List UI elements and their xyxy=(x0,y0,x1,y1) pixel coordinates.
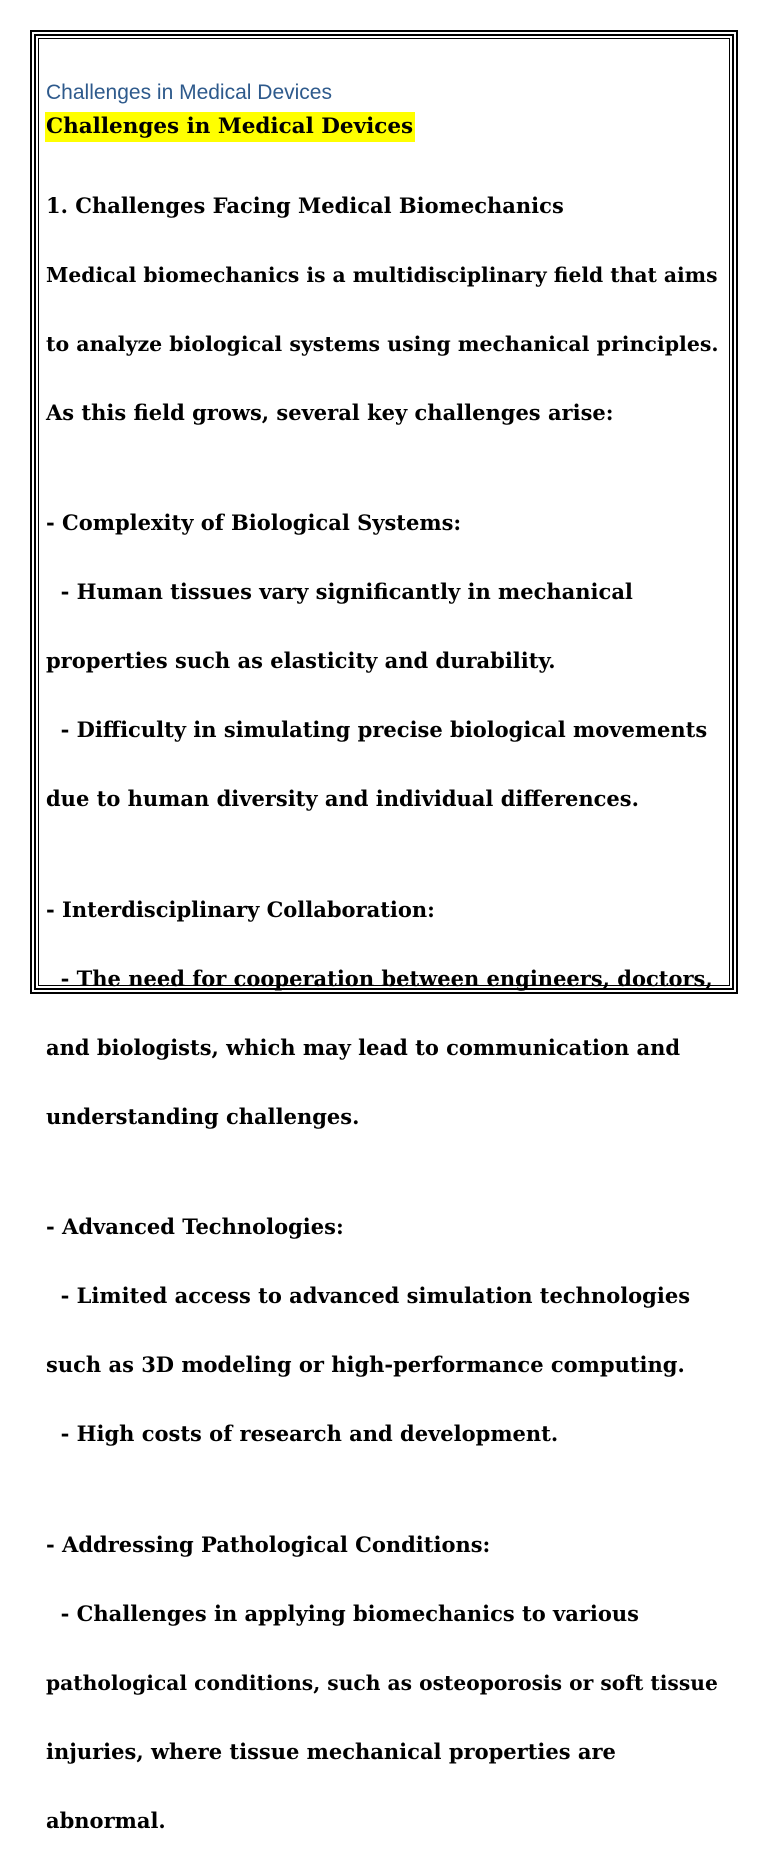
section-line: - Advanced Technologies: xyxy=(46,1214,344,1239)
section-complexity xyxy=(46,472,726,852)
intro-paragraph xyxy=(46,154,726,465)
section-line: - Interdisciplinary Collaboration: xyxy=(46,896,435,922)
document-body xyxy=(46,78,726,1873)
intro-line: Medical biomechanics is a multidisciplinary field that aims xyxy=(46,262,718,287)
section-collaboration xyxy=(46,858,726,1169)
section-pathological xyxy=(46,1493,726,1873)
section-line: such as 3D modeling or high-performance computing. xyxy=(46,1352,685,1377)
section-line: pathological conditions, such as osteoporosis or soft tissue xyxy=(46,1670,718,1695)
document-heading: Challenges in Medical Devices xyxy=(46,81,332,104)
section-line: - Addressing Pathological Conditions: xyxy=(46,1531,491,1557)
section-line: injuries, where tissue mechanical properties are xyxy=(46,1738,616,1764)
section-line: - Difficulty in simulating precise biological movements xyxy=(46,717,708,742)
section-line: - Human tissues vary significantly in mechanical xyxy=(46,579,633,604)
section-line: - The need for cooperation between engineers, doctors, xyxy=(46,965,713,991)
highlighted-heading-row xyxy=(46,108,726,142)
section-line: - High costs of research and development. xyxy=(46,1421,559,1446)
section-line: understanding challenges. xyxy=(46,1103,360,1129)
section-line: and biologists, which may lead to communication and xyxy=(46,1034,681,1060)
section-line: - Limited access to advanced simulation technologies xyxy=(46,1283,691,1308)
section-line: properties such as elasticity and durability. xyxy=(46,648,556,673)
section-line: abnormal. xyxy=(46,1807,166,1833)
highlighted-heading: Challenges in Medical Devices xyxy=(45,112,415,142)
section-line: due to human diversity and individual differences. xyxy=(46,786,639,811)
section-line: - Complexity of Biological Systems: xyxy=(46,510,462,535)
section-line: - Challenges in applying biomechanics to various xyxy=(46,1600,639,1626)
section-title: 1. Challenges Facing Medical Biomechanics xyxy=(46,192,564,218)
section-technologies xyxy=(46,1176,726,1487)
intro-line: As this field grows, several key challenges arise: xyxy=(46,399,614,425)
intro-line: to analyze biological systems using mechanical principles. xyxy=(46,331,719,356)
